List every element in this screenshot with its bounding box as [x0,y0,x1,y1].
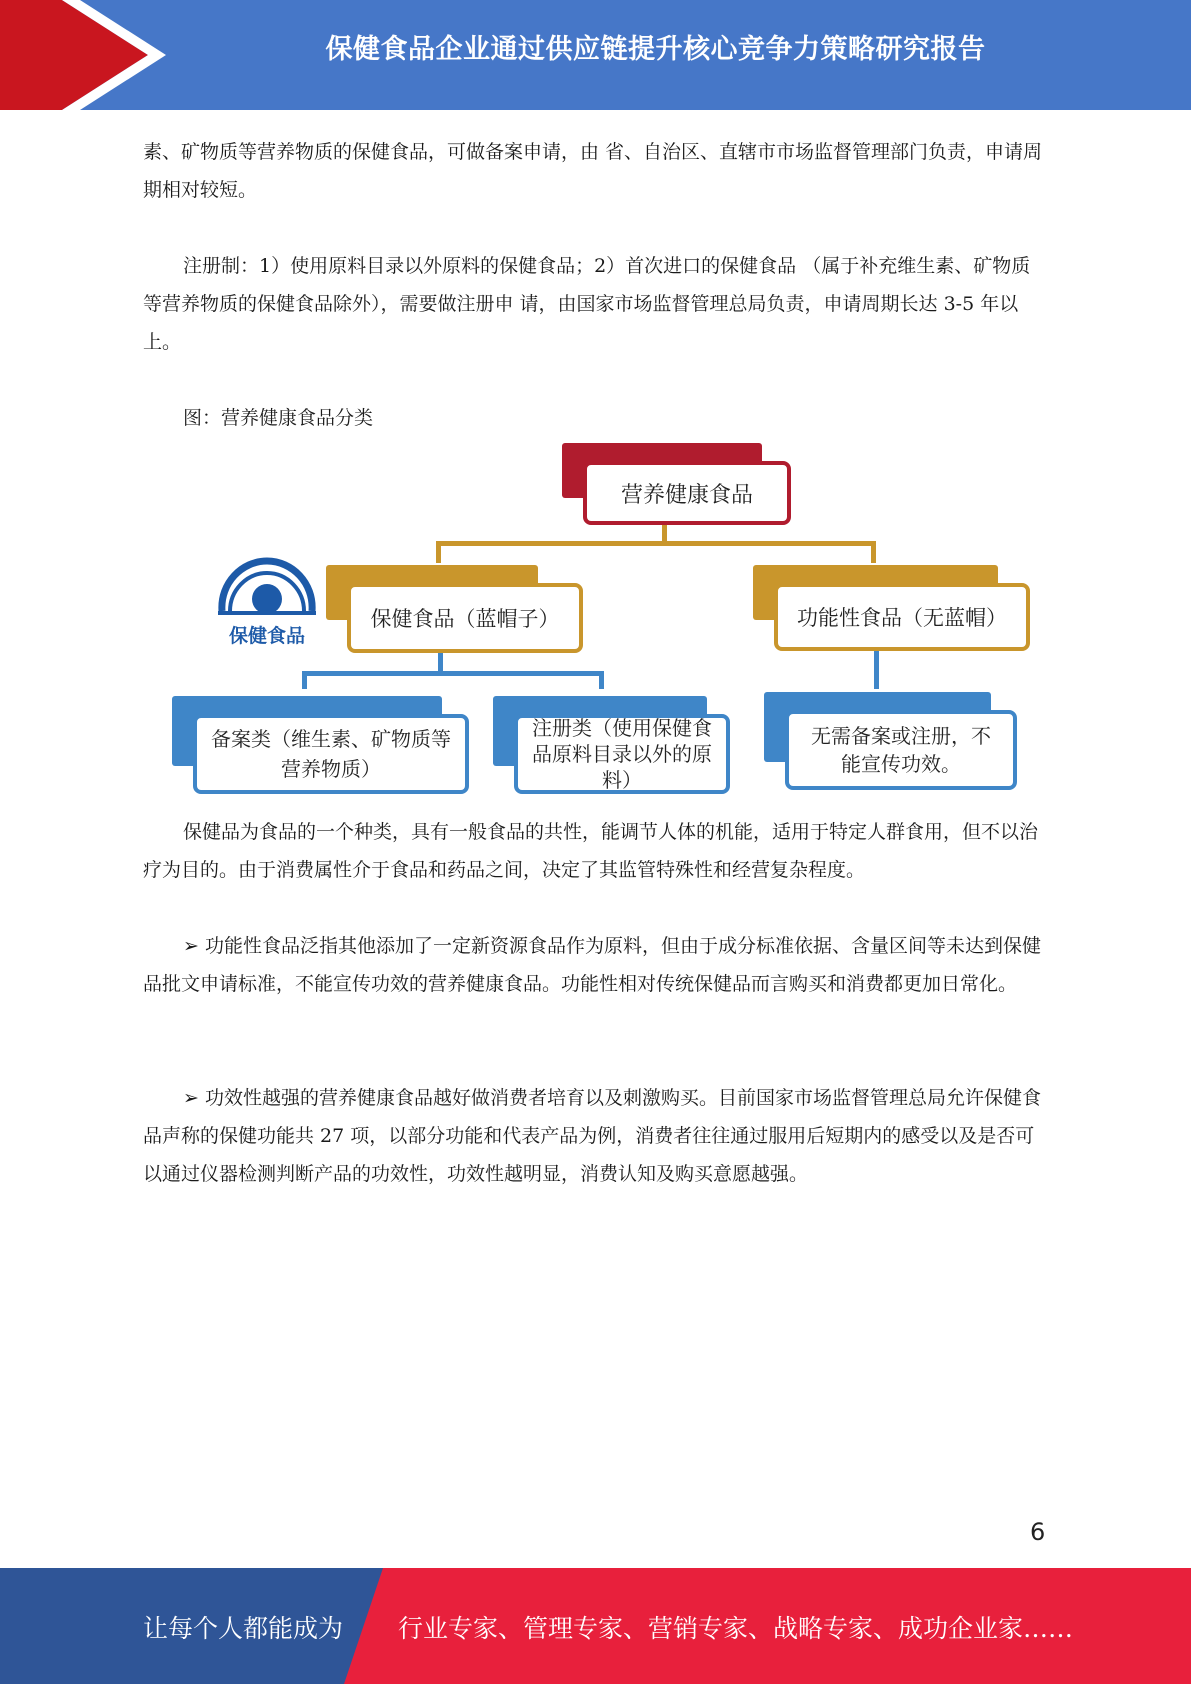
left-branch-node: 保健食品（蓝帽子） [347,583,583,653]
connector-gold-right [871,541,876,563]
connector-blue-left [302,671,307,689]
paragraph-5 [143,1079,1048,1193]
paragraph-1 [143,133,1048,209]
connector-gold-left [436,541,441,563]
figure-caption-block [143,399,1048,437]
leaf-node-registration: 注册类（使用保健食品原料目录以外的原料） [514,714,730,794]
paragraph-4 [143,927,1048,1003]
blue-hat-icon [212,553,322,619]
footer-slogan-right: 行业专家、管理专家、营销专家、战略专家、成功企业家…… [398,1614,1074,1643]
footer-slogan-left: 让每个人都能成为 [143,1614,344,1643]
nutrition-food-classification-diagram [160,438,1040,798]
page-header [0,0,1191,110]
page-number: 6 [1030,1518,1046,1546]
paragraph-text: 注册制：1）使用原料目录以外原料的保健食品；2）首次进口的保健食品 （属于补充维生素、矿物质等营养物质的保健食品除外），需要做注册申 请，由国家市场监督管理总局负责，申请周期长达 3-5 年以上。 [143,255,1031,353]
root-node: 营养健康食品 [583,461,791,525]
health-food-logo [212,553,322,647]
connector-gold-horizontal [436,541,874,546]
figure-caption: 图：营养健康食品分类 [183,407,374,429]
right-branch-node: 功能性食品（无蓝帽） [774,583,1030,651]
logo-text: 保健食品 [228,625,305,647]
bullet-paragraph: ➢ 功能性食品泛指其他添加了一定新资源食品作为原料，但由于成分标准依据、含量区间等未达到保健品批文申请标准，不能宣传功效的营养健康食品。功能性相对传统保健品而言购买和消费都更加日常化。 [143,935,1041,995]
paragraph-text: 保健品为食品的一个种类，具有一般食品的共性，能调节人体的机能，适用于特定人群食用，但不以治疗为目的。由于消费属性介于食品和药品之间，决定了其监管特殊性和经营复杂程度。 [143,821,1039,881]
leaf-node-no-filing: 无需备案或注册，不能宣传功效。 [785,710,1017,790]
paragraph-3 [143,813,1048,889]
leaf-node-filing: 备案类（维生素、矿物质等营养物质） [193,714,469,794]
connector-blue-right-stem [874,651,879,689]
bullet-paragraph: ➢ 功效性越强的营养健康食品越好做消费者培育以及刺激购买。目前国家市场监督管理总局允许保健食品声称的保健功能共 27 项，以部分功能和代表产品为例，消费者往往通过服用后短期内的感受以及是否可以通过仪器检测判断产品的功效性，功效性越明显，消费认知及购买意愿越强。 [143,1087,1041,1185]
report-title: 保健食品企业通过供应链提升核心竞争力策略研究报告 [325,34,986,65]
page-footer [0,1568,1191,1684]
paragraph-text: 素、矿物质等营养物质的保健食品，可做备案申请，由 省、自治区、直辖市市场监督管理部门负责，申请周期相对较短。 [143,141,1043,201]
connector-blue-right [599,671,604,689]
connector-blue-horizontal [302,671,604,676]
paragraph-2 [143,247,1048,361]
